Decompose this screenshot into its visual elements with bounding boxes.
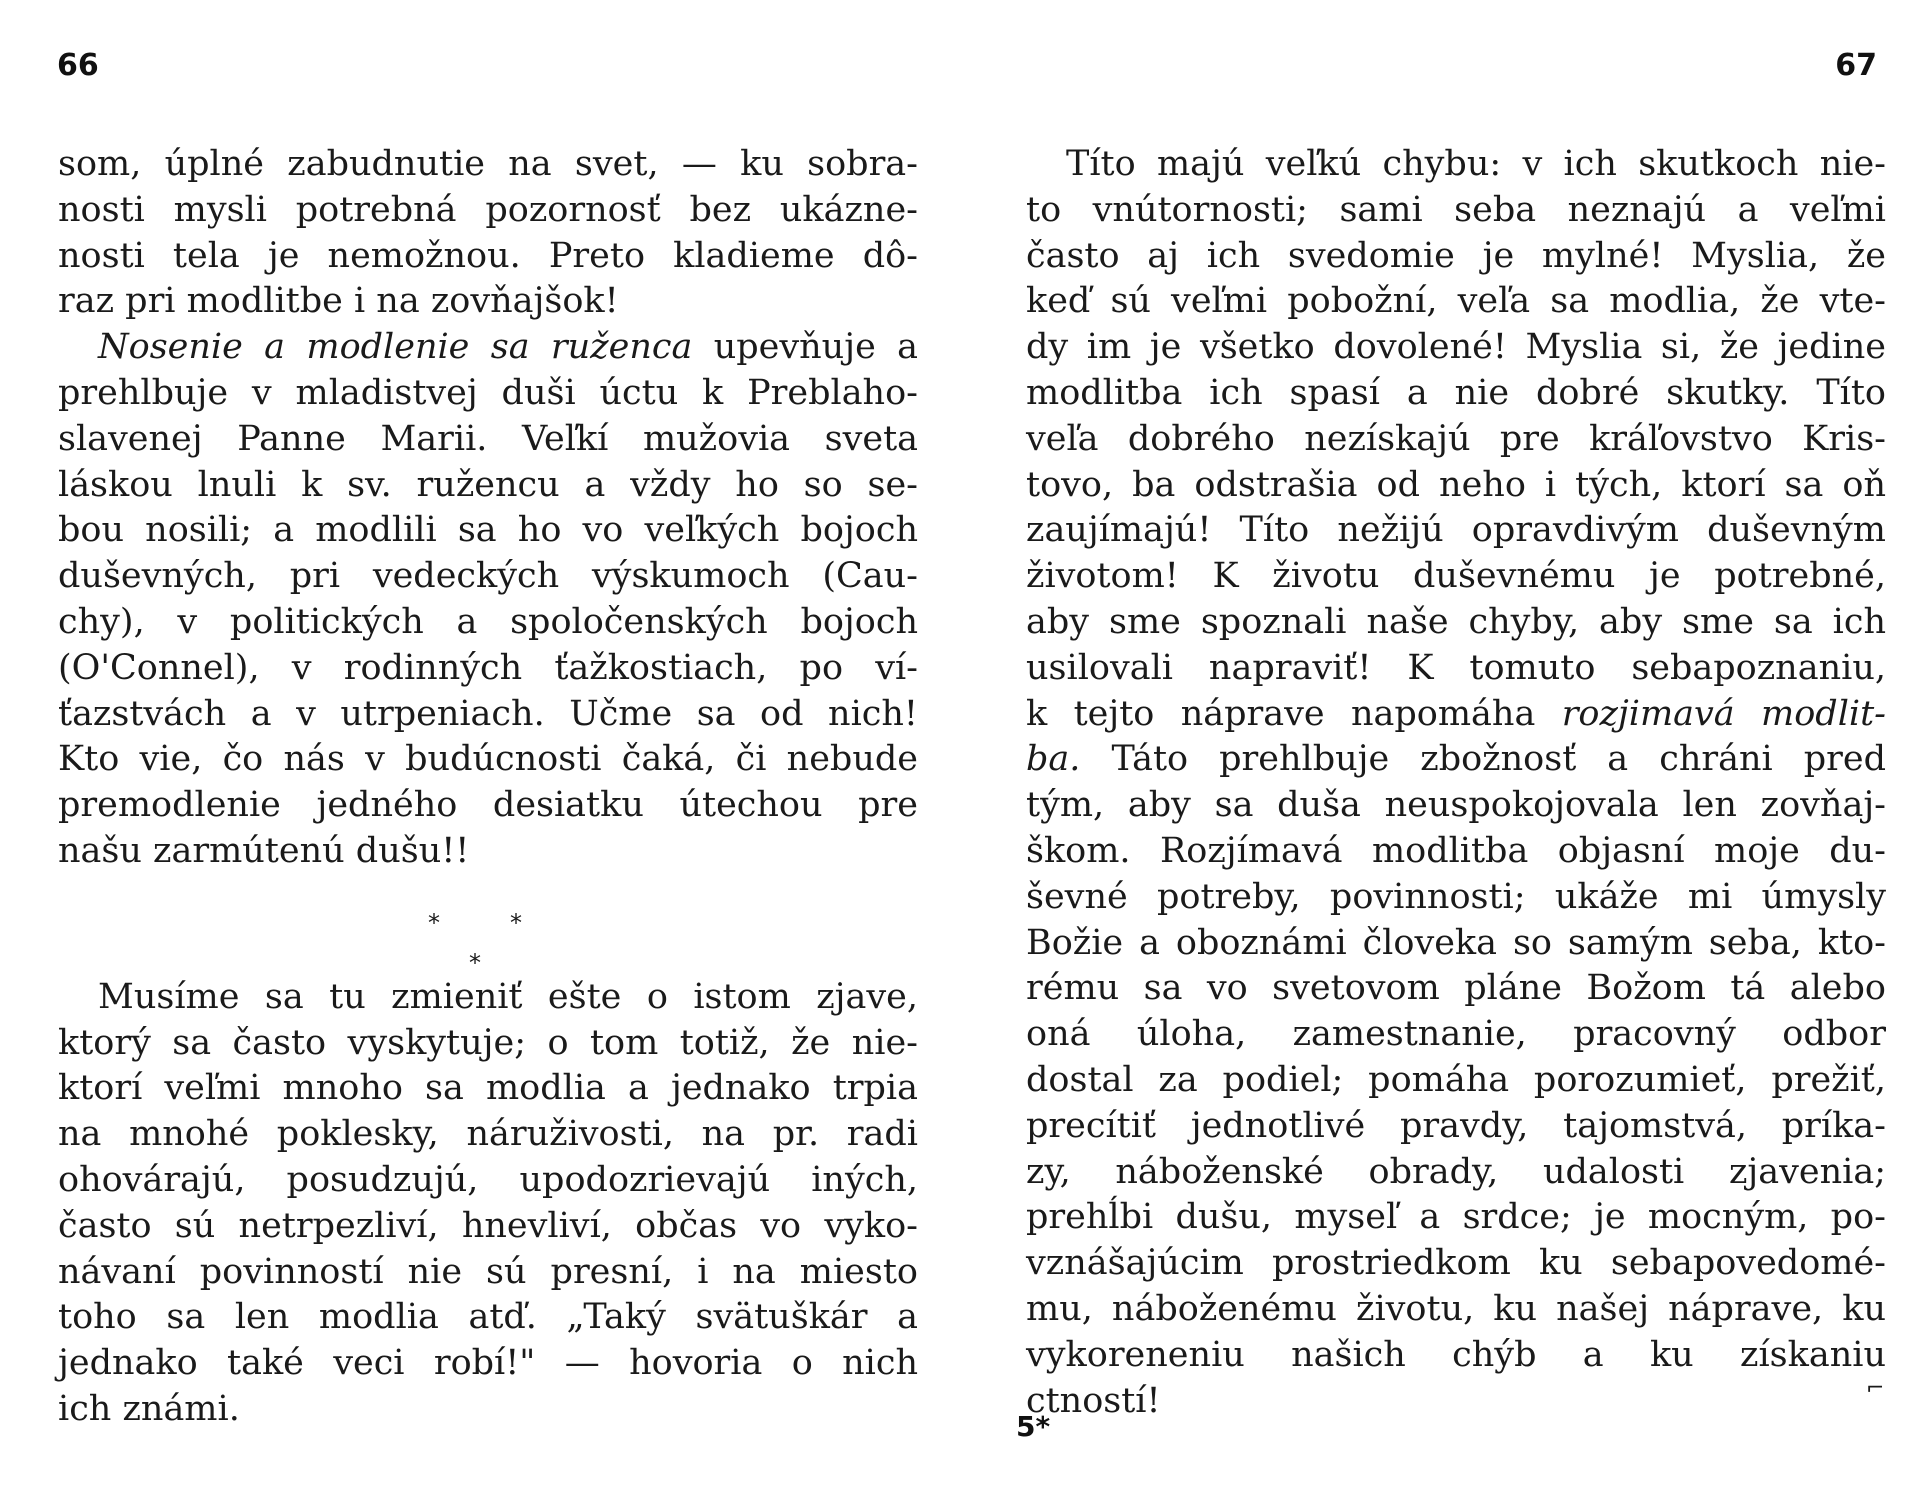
text-line: Kto vie, čo nás v budúcnosti čaká, či nebude [58, 739, 918, 780]
text-line: oná úloha, zamestnanie, pracovný odbor [1026, 1014, 1886, 1055]
emphasis-text: rozjimavá modlit- [1561, 693, 1886, 734]
end-mark-icon: ⌐ [1866, 1376, 1885, 1401]
text-line [58, 325, 918, 371]
signature-mark: 5* [1016, 1410, 1051, 1443]
paragraph-1 [1026, 142, 1886, 1424]
text-line: nosti tela je nemožnou. Preto kladieme dô- [58, 235, 918, 276]
asterisk-icon: * [428, 908, 440, 937]
text-line: rému sa vo svetovom pláne Božom tá alebo [1026, 968, 1886, 1009]
text-line: prehĺbi dušu, myseľ a srdce; je mocným, po- [1026, 1197, 1886, 1238]
text-line: ich známi. [58, 1388, 240, 1429]
text-line: bou nosili; a modlili sa ho vo veľkých bojoch [58, 510, 918, 551]
section-divider [58, 875, 918, 975]
text-line: toho sa len modlia atď. „Taký svätuškár a [58, 1297, 918, 1338]
text-line: ktorí veľmi mnoho sa modlia a jednako trpia [58, 1068, 918, 1109]
text-line: ctností! [1026, 1380, 1161, 1421]
text-span: Táto prehlbuje zbožnosť a chráni pred [1080, 739, 1886, 780]
text-line: aby sme spoznali naše chyby, aby sme sa ich [1026, 601, 1886, 642]
text-line [1026, 692, 1886, 738]
emphasis-text: Nosenie a modlenie sa ruženca [98, 327, 693, 368]
text-line: som, úplné zabudnutie na svet, — ku sobra- [58, 144, 918, 184]
right-page-text [1026, 142, 1886, 1424]
text-line: často aj ich svedomie je mylné! Myslia, že [1026, 235, 1886, 276]
text-line: precítiť jednotlivé pravdy, tajomstvá, príka- [1026, 1105, 1886, 1146]
text-line: mu, náboženému životu, ku našej náprave, ku [1026, 1288, 1886, 1329]
text-line: raz pri modlitbe i na zovňajšok! [58, 281, 619, 322]
text-line: keď sú veľmi pobožní, veľa sa modlia, že vte- [1026, 281, 1886, 322]
text-line: Títo majú veľkú chybu: v ich skutkoch nie- [1066, 144, 1886, 184]
text-line: škom. Rozjímavá modlitba objasní moje du- [1026, 830, 1886, 871]
text-line: ktorý sa často vyskytuje; o tom totiž, že nie- [58, 1022, 918, 1063]
paragraph-1 [58, 142, 918, 325]
text-line: Božie a oboznámi človeka so samým seba, kto- [1026, 922, 1886, 963]
text-line: zaujímajú! Títo nežijú opravdivým duševným [1026, 510, 1886, 551]
text-line: usilovali napraviť! K tomuto sebapoznaniu, [1026, 647, 1886, 688]
text-line: ťazstvách a v utrpeniach. Učme sa od nich! [58, 693, 918, 734]
text-span: upevňuje a [692, 327, 918, 368]
text-line: životom! K životu duševnému je potrebné, [1026, 556, 1886, 597]
text-line: často sú netrpezliví, hnevliví, občas vo vyko- [58, 1205, 918, 1246]
text-line: na mnohé poklesky, náruživosti, na pr. radi [58, 1114, 918, 1155]
text-line: ohovárajú, posudzujú, upodozrievajú iných, [58, 1159, 918, 1200]
right-page [957, 0, 1914, 1500]
text-span: k tejto náprave napomáha [1026, 693, 1562, 734]
emphasis-text: ba. [1026, 739, 1081, 780]
text-line: prehlbuje v mladistvej duši úctu k Preblaho- [58, 372, 918, 413]
text-line [1026, 737, 1886, 783]
asterisk-icon: * [469, 948, 481, 977]
text-line: vznášajúcim prostriedkom ku sebapovedomé- [1026, 1243, 1886, 1284]
text-line: zy, náboženské obrady, udalosti zjavenia; [1026, 1151, 1886, 1192]
text-line: našu zarmútenú dušu!! [58, 830, 470, 871]
asterisk-icon: * [510, 908, 522, 937]
text-line: láskou lnuli k sv. ružencu a vždy ho so se- [58, 464, 918, 505]
text-line: ševné potreby, povinnosti; ukáže mi úmysly [1026, 876, 1886, 917]
text-line: dostal za podiel; pomáha porozumieť, prežiť, [1026, 1059, 1886, 1100]
text-line: tým, aby sa duša neuspokojovala len zovňaj- [1026, 785, 1886, 826]
text-line: modlitba ich spasí a nie dobré skutky. Títo [1026, 372, 1886, 413]
left-page-text [58, 142, 918, 1433]
text-line: to vnútornosti; sami seba neznajú a veľmi [1026, 189, 1886, 230]
text-line: (O'Connel), v rodinných ťažkostiach, po ví- [58, 647, 918, 688]
text-line: tovo, ba odstrašia od neho i tých, ktorí sa oň [1026, 464, 1886, 505]
paragraph-3 [58, 975, 918, 1433]
text-line: slavenej Panne Marii. Veľkí mužovia sveta [58, 418, 918, 459]
text-line: Musíme sa tu zmieniť ešte o istom zjave, [98, 976, 918, 1017]
text-line: veľa dobrého nezískajú pre kráľovstvo Kris- [1026, 418, 1886, 459]
text-line: chy), v politických a spoločenských bojoch [58, 601, 918, 642]
text-line: jednako také veci robí!" — hovoria o nich [58, 1343, 918, 1384]
text-line: duševných, pri vedeckých výskumoch (Cau- [58, 556, 918, 597]
page-number-left: 66 [57, 48, 99, 83]
paragraph-2 [58, 325, 918, 875]
text-line: návaní povinností nie sú presní, i na miesto [58, 1251, 918, 1292]
page-number-right: 67 [1835, 48, 1877, 83]
text-line: dy im je všetko dovolené! Myslia si, že jedine [1026, 327, 1886, 368]
text-line: premodlenie jedného desiatku útechou pre [58, 785, 918, 826]
text-line: nosti mysli potrebná pozornosť bez ukázne- [58, 189, 918, 230]
text-line: vykoreneniu našich chýb a ku získaniu [1026, 1334, 1886, 1375]
